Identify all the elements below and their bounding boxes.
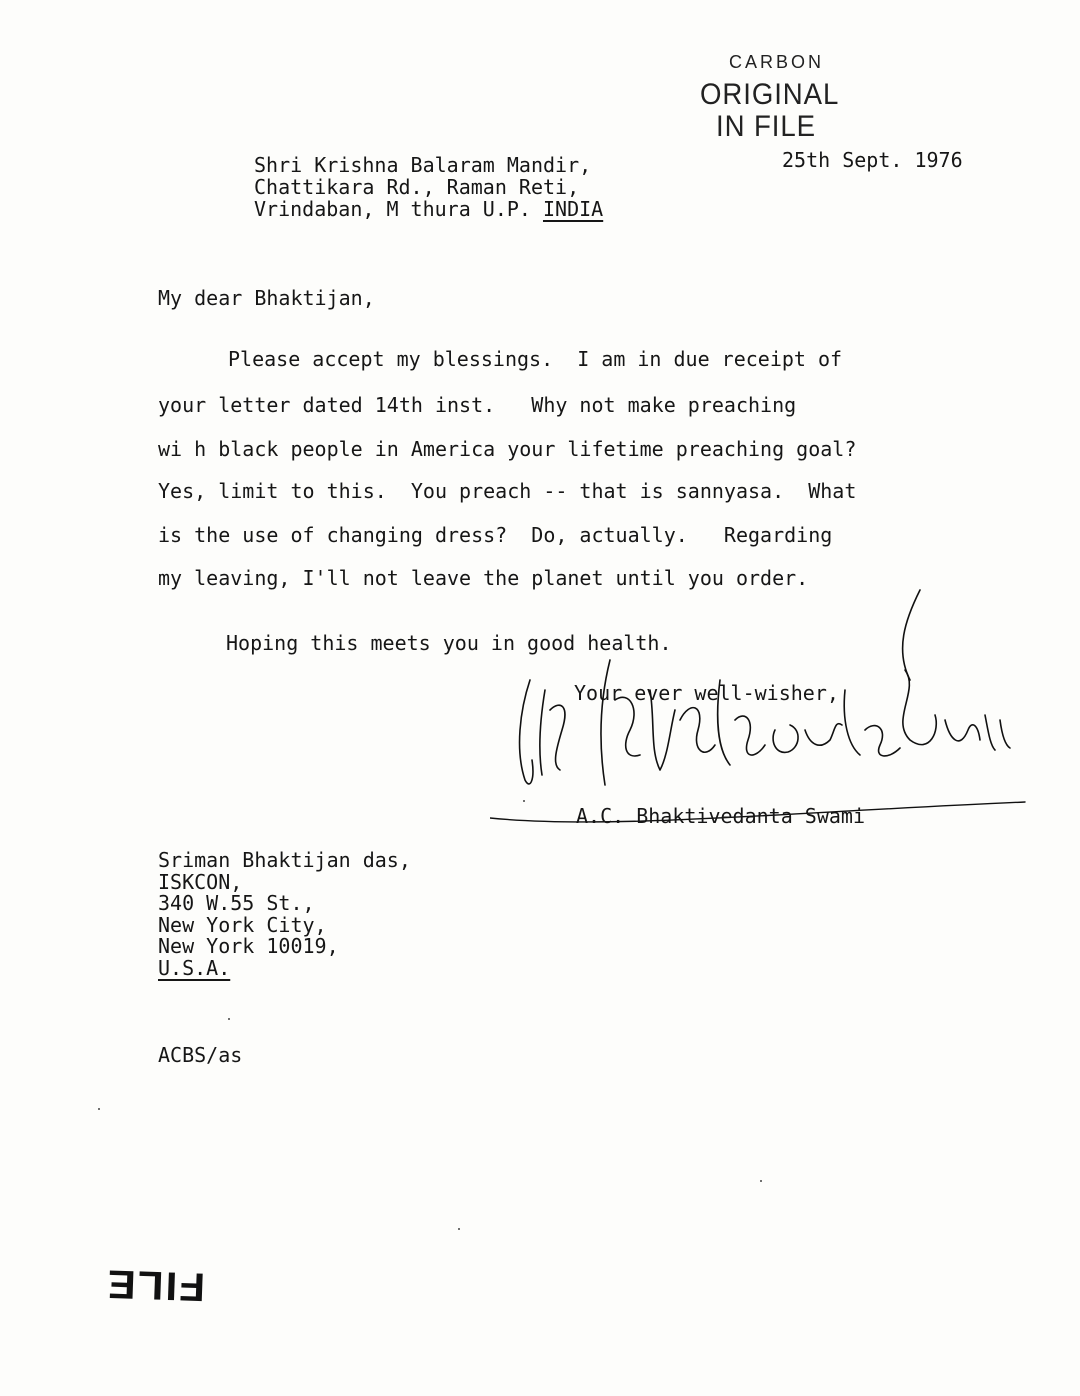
valediction: Your ever well-wisher, [574, 681, 839, 705]
body-line: your letter dated 14th inst. Why not make preaching [158, 393, 797, 417]
paper-speck [228, 1018, 230, 1020]
body-line: wi h black people in America your lifetime preaching goal? [158, 437, 857, 461]
handwritten-signature [490, 580, 1030, 840]
sender-country: INDIA [542, 197, 604, 221]
file-mark-stamp: FILE [104, 1261, 206, 1309]
paper-speck [523, 800, 525, 802]
signatory-name: A.C. Bhaktivedanta Swami [576, 804, 865, 828]
body-line: my leaving, I'll not leave the planet until you order. [158, 566, 809, 590]
carbon-stamp: CARBON [729, 52, 825, 72]
sender-address-city: Vrindaban, M thura U.P. [254, 197, 543, 221]
sender-address-line [254, 199, 603, 219]
recipient-address-line: 340 W.55 St., [158, 891, 315, 915]
paper-speck [98, 1108, 100, 1110]
reference-initials: ACBS/as [158, 1043, 243, 1067]
sender-address-line: Chattikara Rd., Raman Reti, [254, 175, 580, 199]
recipient-address-line: ISKCON, [158, 870, 243, 894]
body-line: Yes, limit to this. You preach -- that is sannyasa. What [158, 479, 857, 503]
salutation: My dear Bhaktijan, [158, 286, 375, 310]
original-stamp: ORIGINAL [700, 78, 840, 111]
body-line: Please accept my blessings. I am in due receipt of [228, 347, 843, 371]
recipient-country: U.S.A. [158, 956, 231, 980]
recipient-address-line: Sriman Bhaktijan das, [158, 848, 411, 872]
sender-address-line: Shri Krishna Balaram Mandir, [254, 153, 592, 177]
letter-date: 25th Sept. 1976 [782, 148, 963, 172]
body-line: is the use of changing dress? Do, actually. Regarding [158, 523, 833, 547]
recipient-address-line: New York City, [158, 913, 327, 937]
closing-line: Hoping this meets you in good health. [226, 631, 672, 655]
paper-speck [458, 1228, 460, 1230]
recipient-address-line: New York 10019, [158, 934, 339, 958]
in-file-stamp: IN FILE [716, 110, 817, 143]
paper-speck [760, 1180, 762, 1182]
